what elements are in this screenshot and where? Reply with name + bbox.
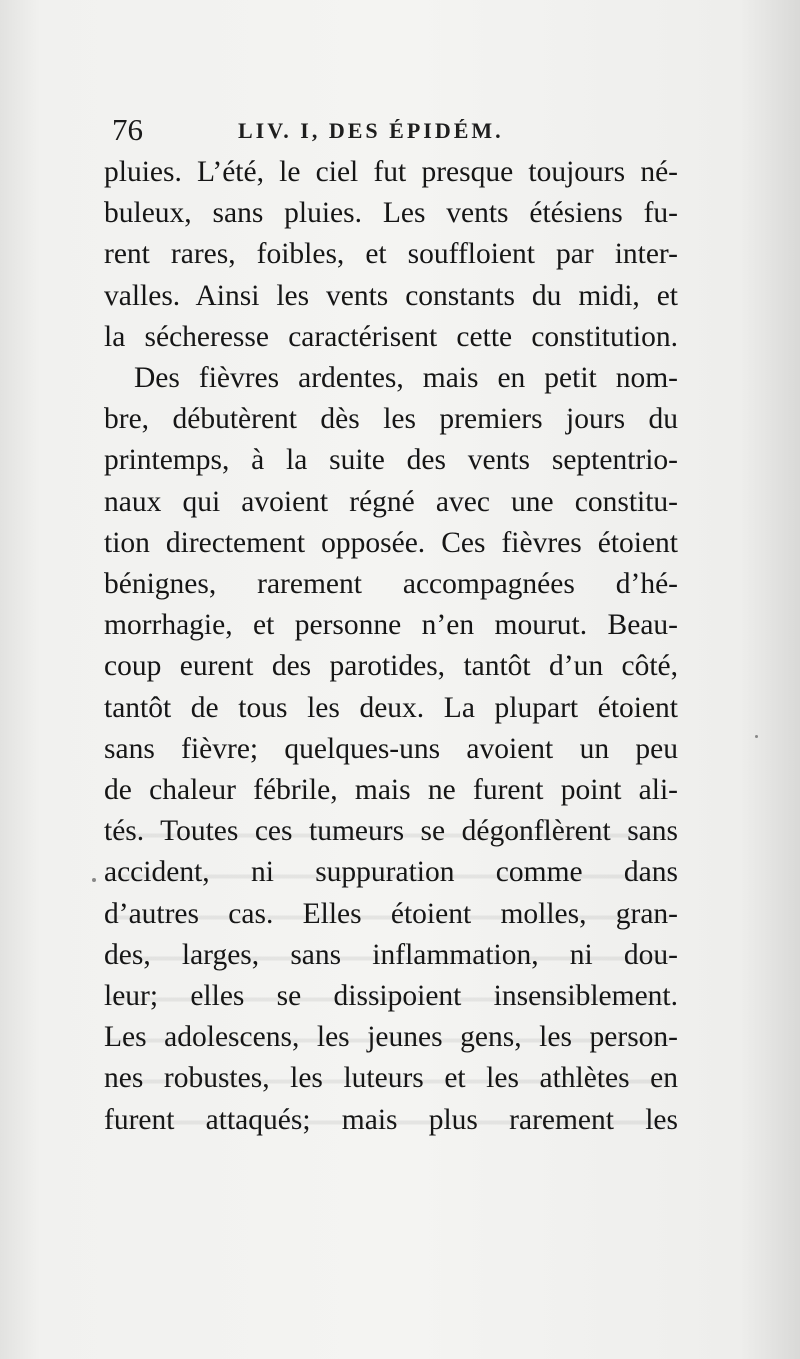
text-line: de chaleur fébrile, mais ne furent point ali- bbox=[104, 774, 678, 807]
text-line: bénignes, rarement accompagnées d’hé- bbox=[104, 568, 678, 601]
text-line: d’autres cas. Elles étoient molles, gran- bbox=[104, 897, 678, 930]
text-line: morrhagie, et personne n’en mourut. Beau- bbox=[104, 609, 678, 642]
page-number: 76 bbox=[112, 112, 143, 147]
text-line: bre, débutèrent dès les premiers jours du bbox=[104, 403, 678, 436]
text-line: coup eurent des parotides, tantôt d’un côté, bbox=[104, 650, 678, 683]
text-line: pluies. L’été, le ciel fut presque toujours né- bbox=[104, 156, 678, 188]
text-line: nes robustes, les luteurs et les athlètes en bbox=[104, 1062, 678, 1095]
ink-speck bbox=[755, 735, 758, 738]
text-line: accident, ni suppuration comme dans bbox=[104, 856, 678, 889]
text-line: valles. Ainsi les vents constants du midi, et bbox=[104, 279, 678, 312]
text-line: buleux, sans pluies. Les vents étésiens fu- bbox=[104, 197, 678, 230]
text-line: Les adolescens, les jeunes gens, les person- bbox=[104, 1021, 678, 1054]
text-line: la sécheresse caractérisent cette constitution. bbox=[104, 320, 678, 353]
text-line: leur; elles se dissipoient insensiblement. bbox=[104, 980, 678, 1013]
running-head bbox=[112, 112, 672, 152]
text-line: rent rares, foibles, et souffloient par inter- bbox=[104, 238, 678, 271]
text-line: printemps, à la suite des vents septentrio- bbox=[104, 444, 678, 477]
text-line: des, larges, sans inflammation, ni dou- bbox=[104, 938, 678, 971]
body-text bbox=[104, 152, 678, 1141]
text-line: tantôt de tous les deux. La plupart étoient bbox=[104, 691, 678, 724]
ink-speck bbox=[92, 878, 96, 882]
running-title: LIV. I, DES ÉPIDÉM. bbox=[238, 118, 504, 143]
text-line: naux qui avoient régné avec une constitu- bbox=[104, 485, 678, 518]
text-line: sans fièvre; quelques-uns avoient un peu bbox=[104, 732, 678, 765]
text-line: tion directement opposée. Ces fièvres étoient bbox=[104, 526, 678, 559]
paragraph-first-line: Des fièvres ardentes, mais en petit nom- bbox=[134, 362, 678, 395]
text-line: tés. Toutes ces tumeurs se dégonflèrent sans bbox=[104, 815, 678, 848]
text-line: furent attaqués; mais plus rarement les bbox=[104, 1103, 678, 1136]
